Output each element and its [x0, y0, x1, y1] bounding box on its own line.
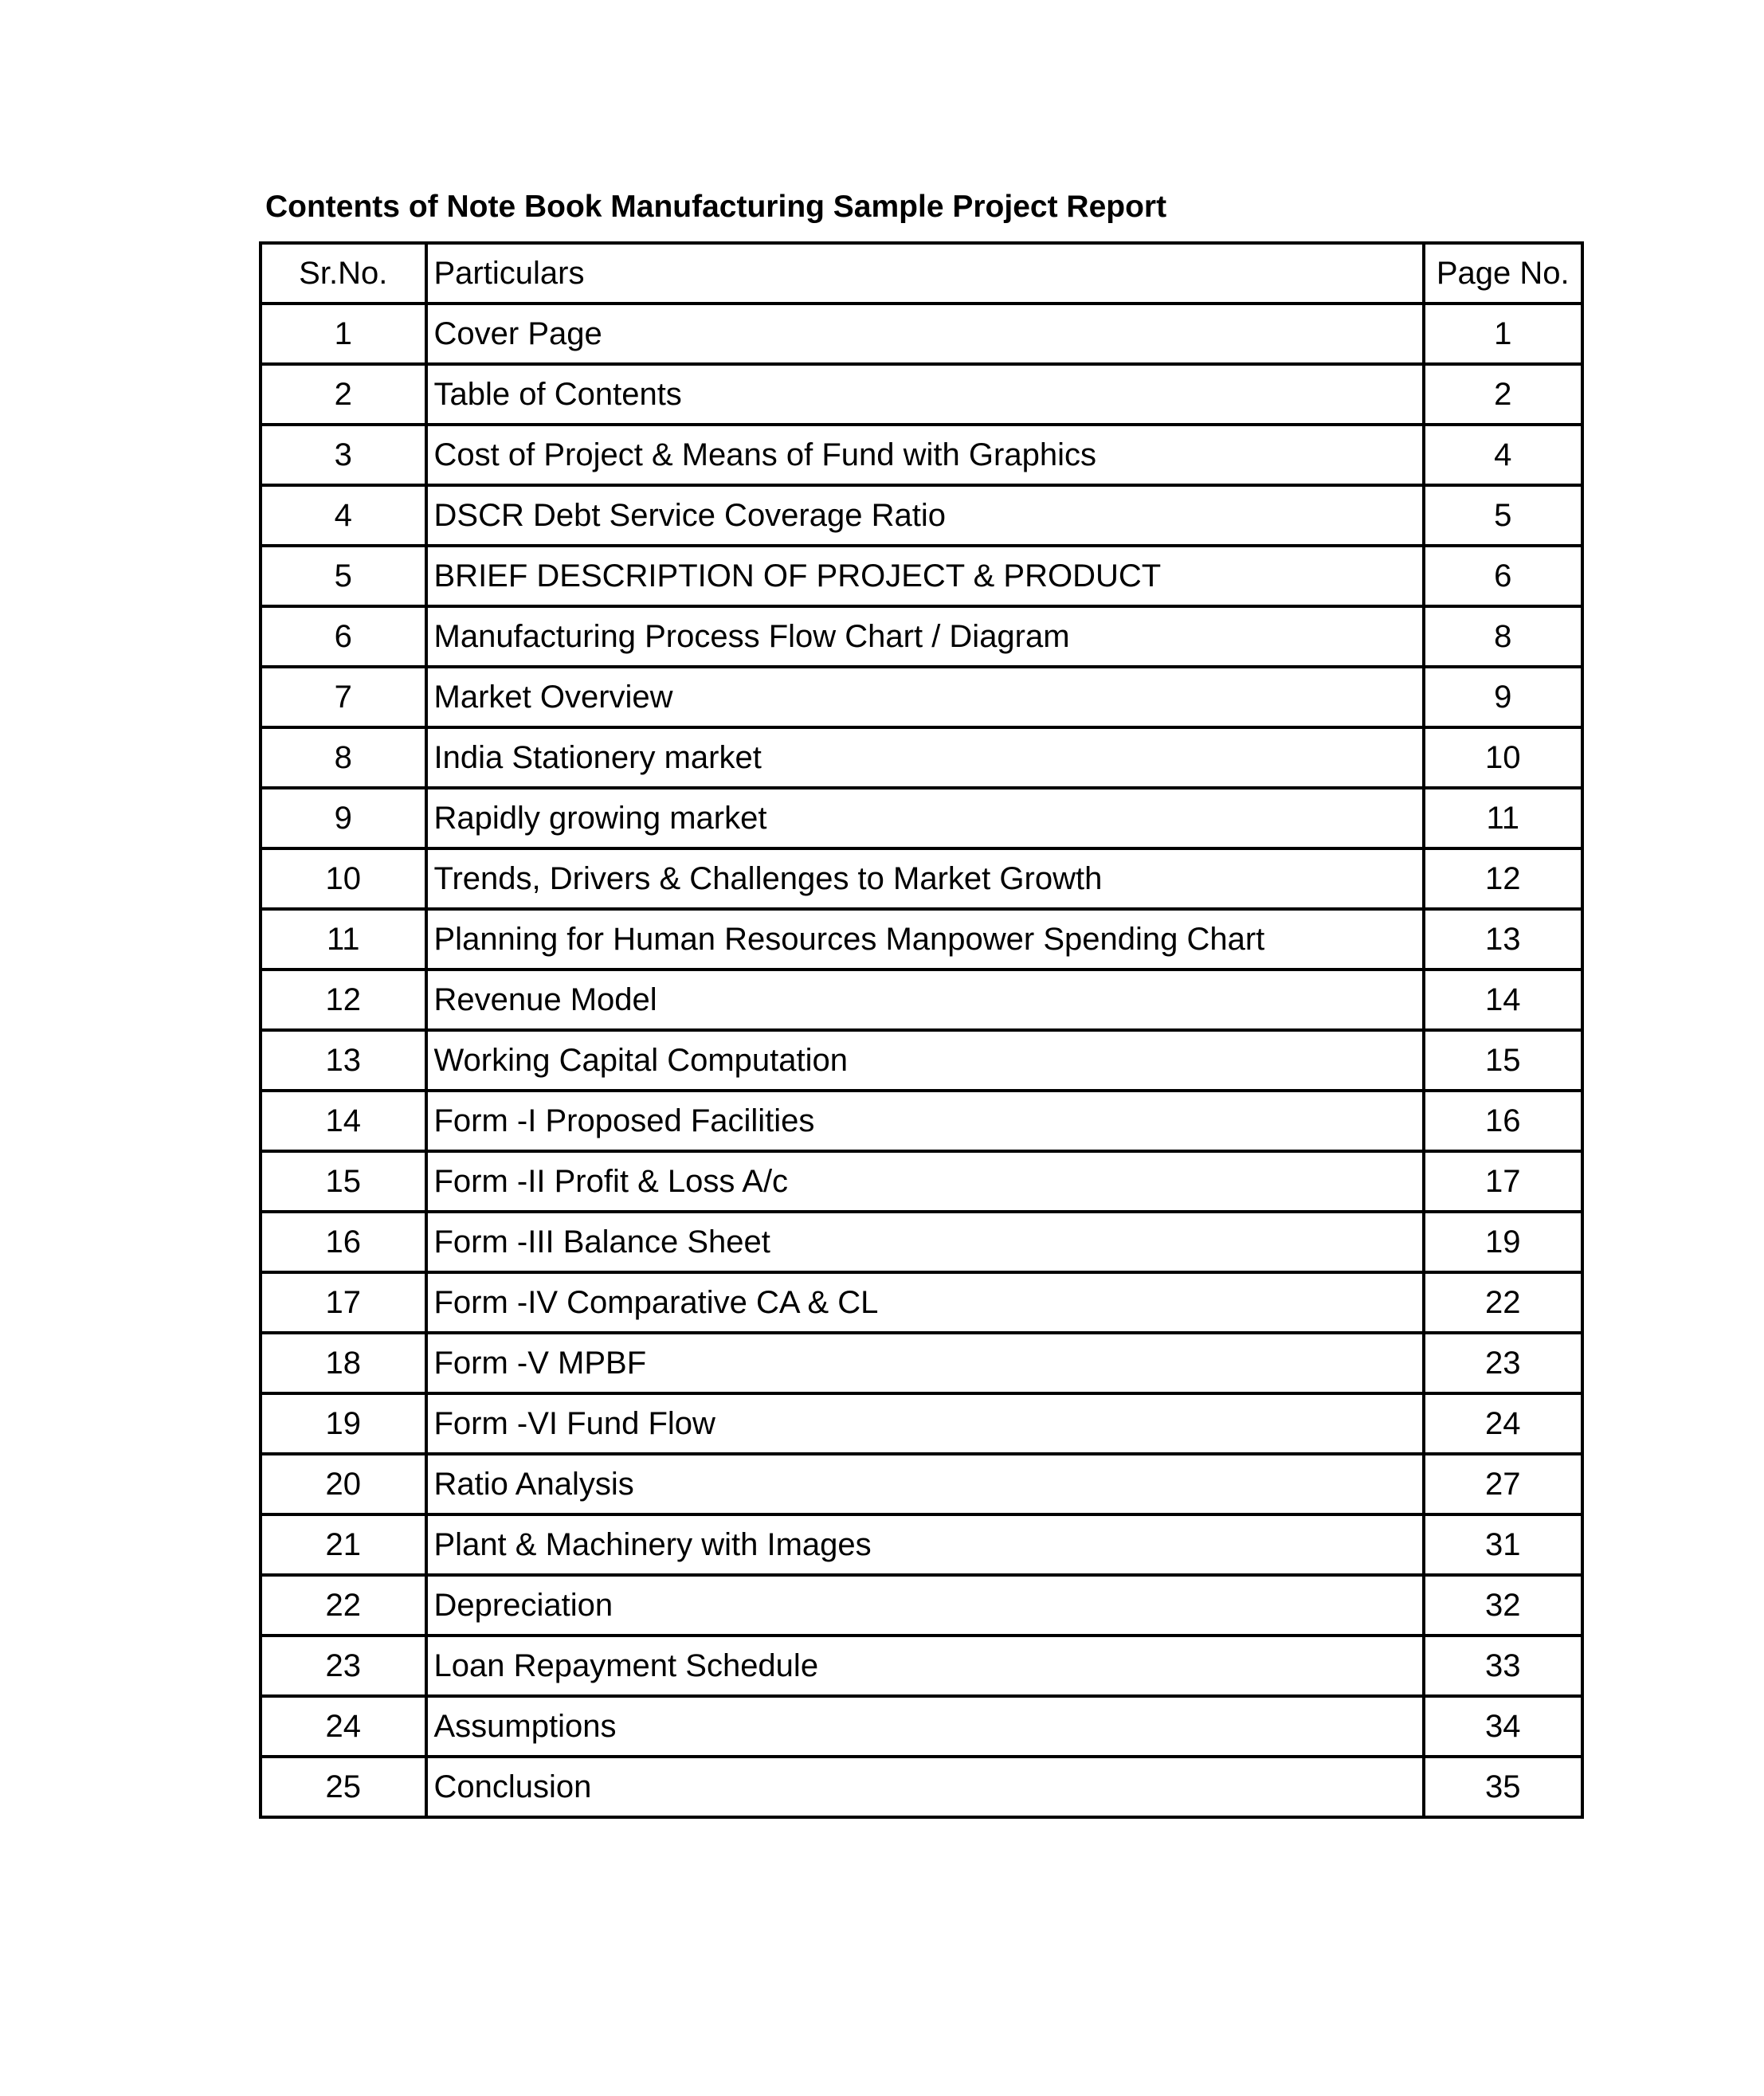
- sr-no-cell: 6: [261, 606, 426, 667]
- table-row: [261, 1696, 1582, 1757]
- page-no-cell: 31: [1424, 1514, 1582, 1575]
- sr-no-cell: 20: [261, 1454, 426, 1514]
- table-row: [261, 1393, 1582, 1454]
- table-row: [261, 1272, 1582, 1333]
- page-no-cell: 4: [1424, 425, 1582, 485]
- page-no-cell: 16: [1424, 1091, 1582, 1151]
- table-row: [261, 1030, 1582, 1091]
- table-row: [261, 1151, 1582, 1212]
- page-no-cell: 19: [1424, 1212, 1582, 1272]
- sr-no-cell: 19: [261, 1393, 426, 1454]
- table-row: [261, 606, 1582, 667]
- sr-no-cell: 9: [261, 788, 426, 848]
- particulars-cell: Form -I Proposed Facilities: [426, 1091, 1424, 1151]
- sr-no-cell: 10: [261, 848, 426, 909]
- sr-no-cell: 5: [261, 546, 426, 606]
- sr-no-cell: 21: [261, 1514, 426, 1575]
- particulars-cell: Rapidly growing market: [426, 788, 1424, 848]
- page-no-cell: 12: [1424, 848, 1582, 909]
- contents-table-header: [261, 243, 1582, 304]
- sr-no-cell: 15: [261, 1151, 426, 1212]
- particulars-cell: Market Overview: [426, 667, 1424, 727]
- page-no-cell: 17: [1424, 1151, 1582, 1212]
- table-row: [261, 909, 1582, 970]
- sr-no-cell: 7: [261, 667, 426, 727]
- contents-table: [259, 241, 1584, 1819]
- page-no-cell: 23: [1424, 1333, 1582, 1393]
- page-no-cell: 9: [1424, 667, 1582, 727]
- page-no-cell: 11: [1424, 788, 1582, 848]
- table-row: [261, 485, 1582, 546]
- particulars-cell: Cost of Project & Means of Fund with Graphics: [426, 425, 1424, 485]
- particulars-cell: Form -IV Comparative CA & CL: [426, 1272, 1424, 1333]
- particulars-cell: Form -III Balance Sheet: [426, 1212, 1424, 1272]
- table-row: [261, 425, 1582, 485]
- particulars-cell: Working Capital Computation: [426, 1030, 1424, 1091]
- sr-no-cell: 16: [261, 1212, 426, 1272]
- sr-no-cell: 14: [261, 1091, 426, 1151]
- particulars-cell: Manufacturing Process Flow Chart / Diagram: [426, 606, 1424, 667]
- particulars-cell: Planning for Human Resources Manpower Spending Chart: [426, 909, 1424, 970]
- table-row: [261, 364, 1582, 425]
- sr-no-cell: 3: [261, 425, 426, 485]
- particulars-cell: Form -VI Fund Flow: [426, 1393, 1424, 1454]
- particulars-cell: Table of Contents: [426, 364, 1424, 425]
- particulars-cell: Loan Repayment Schedule: [426, 1636, 1424, 1696]
- table-row: [261, 1636, 1582, 1696]
- sr-no-cell: 18: [261, 1333, 426, 1393]
- table-row: [261, 546, 1582, 606]
- page-no-cell: 35: [1424, 1757, 1582, 1817]
- page-no-cell: 32: [1424, 1575, 1582, 1636]
- header-sr-no: Sr.No.: [261, 243, 426, 304]
- table-row: [261, 970, 1582, 1030]
- particulars-cell: Form -II Profit & Loss A/c: [426, 1151, 1424, 1212]
- table-row: [261, 1454, 1582, 1514]
- particulars-cell: Conclusion: [426, 1757, 1424, 1817]
- sr-no-cell: 4: [261, 485, 426, 546]
- sr-no-cell: 12: [261, 970, 426, 1030]
- table-row: [261, 667, 1582, 727]
- table-row: [261, 1575, 1582, 1636]
- page-no-cell: 27: [1424, 1454, 1582, 1514]
- table-row: [261, 1212, 1582, 1272]
- page-no-cell: 14: [1424, 970, 1582, 1030]
- page-no-cell: 10: [1424, 727, 1582, 788]
- page-no-cell: 1: [1424, 304, 1582, 364]
- particulars-cell: Plant & Machinery with Images: [426, 1514, 1424, 1575]
- particulars-cell: Assumptions: [426, 1696, 1424, 1757]
- particulars-cell: Form -V MPBF: [426, 1333, 1424, 1393]
- page-no-cell: 22: [1424, 1272, 1582, 1333]
- document-title: Contents of Note Book Manufacturing Sample Project Report: [265, 190, 1167, 224]
- page-no-cell: 6: [1424, 546, 1582, 606]
- table-row: [261, 1333, 1582, 1393]
- page-no-cell: 24: [1424, 1393, 1582, 1454]
- page-no-cell: 2: [1424, 364, 1582, 425]
- sr-no-cell: 1: [261, 304, 426, 364]
- sr-no-cell: 25: [261, 1757, 426, 1817]
- table-row: [261, 304, 1582, 364]
- sr-no-cell: 22: [261, 1575, 426, 1636]
- particulars-cell: Revenue Model: [426, 970, 1424, 1030]
- contents-table-body: [261, 304, 1582, 1817]
- table-row: [261, 788, 1582, 848]
- header-row: [261, 243, 1582, 304]
- particulars-cell: Ratio Analysis: [426, 1454, 1424, 1514]
- particulars-cell: India Stationery market: [426, 727, 1424, 788]
- table-row: [261, 727, 1582, 788]
- table-row: [261, 1091, 1582, 1151]
- table-row: [261, 1757, 1582, 1817]
- table-row: [261, 1514, 1582, 1575]
- page-no-cell: 5: [1424, 485, 1582, 546]
- sr-no-cell: 2: [261, 364, 426, 425]
- page-no-cell: 33: [1424, 1636, 1582, 1696]
- particulars-cell: DSCR Debt Service Coverage Ratio: [426, 485, 1424, 546]
- sr-no-cell: 23: [261, 1636, 426, 1696]
- page-no-cell: 8: [1424, 606, 1582, 667]
- sr-no-cell: 11: [261, 909, 426, 970]
- header-particulars: Particulars: [426, 243, 1424, 304]
- table-row: [261, 848, 1582, 909]
- header-page-no: Page No.: [1424, 243, 1582, 304]
- particulars-cell: Depreciation: [426, 1575, 1424, 1636]
- page-no-cell: 15: [1424, 1030, 1582, 1091]
- sr-no-cell: 24: [261, 1696, 426, 1757]
- page-no-cell: 13: [1424, 909, 1582, 970]
- page-no-cell: 34: [1424, 1696, 1582, 1757]
- particulars-cell: Cover Page: [426, 304, 1424, 364]
- sr-no-cell: 13: [261, 1030, 426, 1091]
- sr-no-cell: 8: [261, 727, 426, 788]
- particulars-cell: BRIEF DESCRIPTION OF PROJECT & PRODUCT: [426, 546, 1424, 606]
- sr-no-cell: 17: [261, 1272, 426, 1333]
- particulars-cell: Trends, Drivers & Challenges to Market Growth: [426, 848, 1424, 909]
